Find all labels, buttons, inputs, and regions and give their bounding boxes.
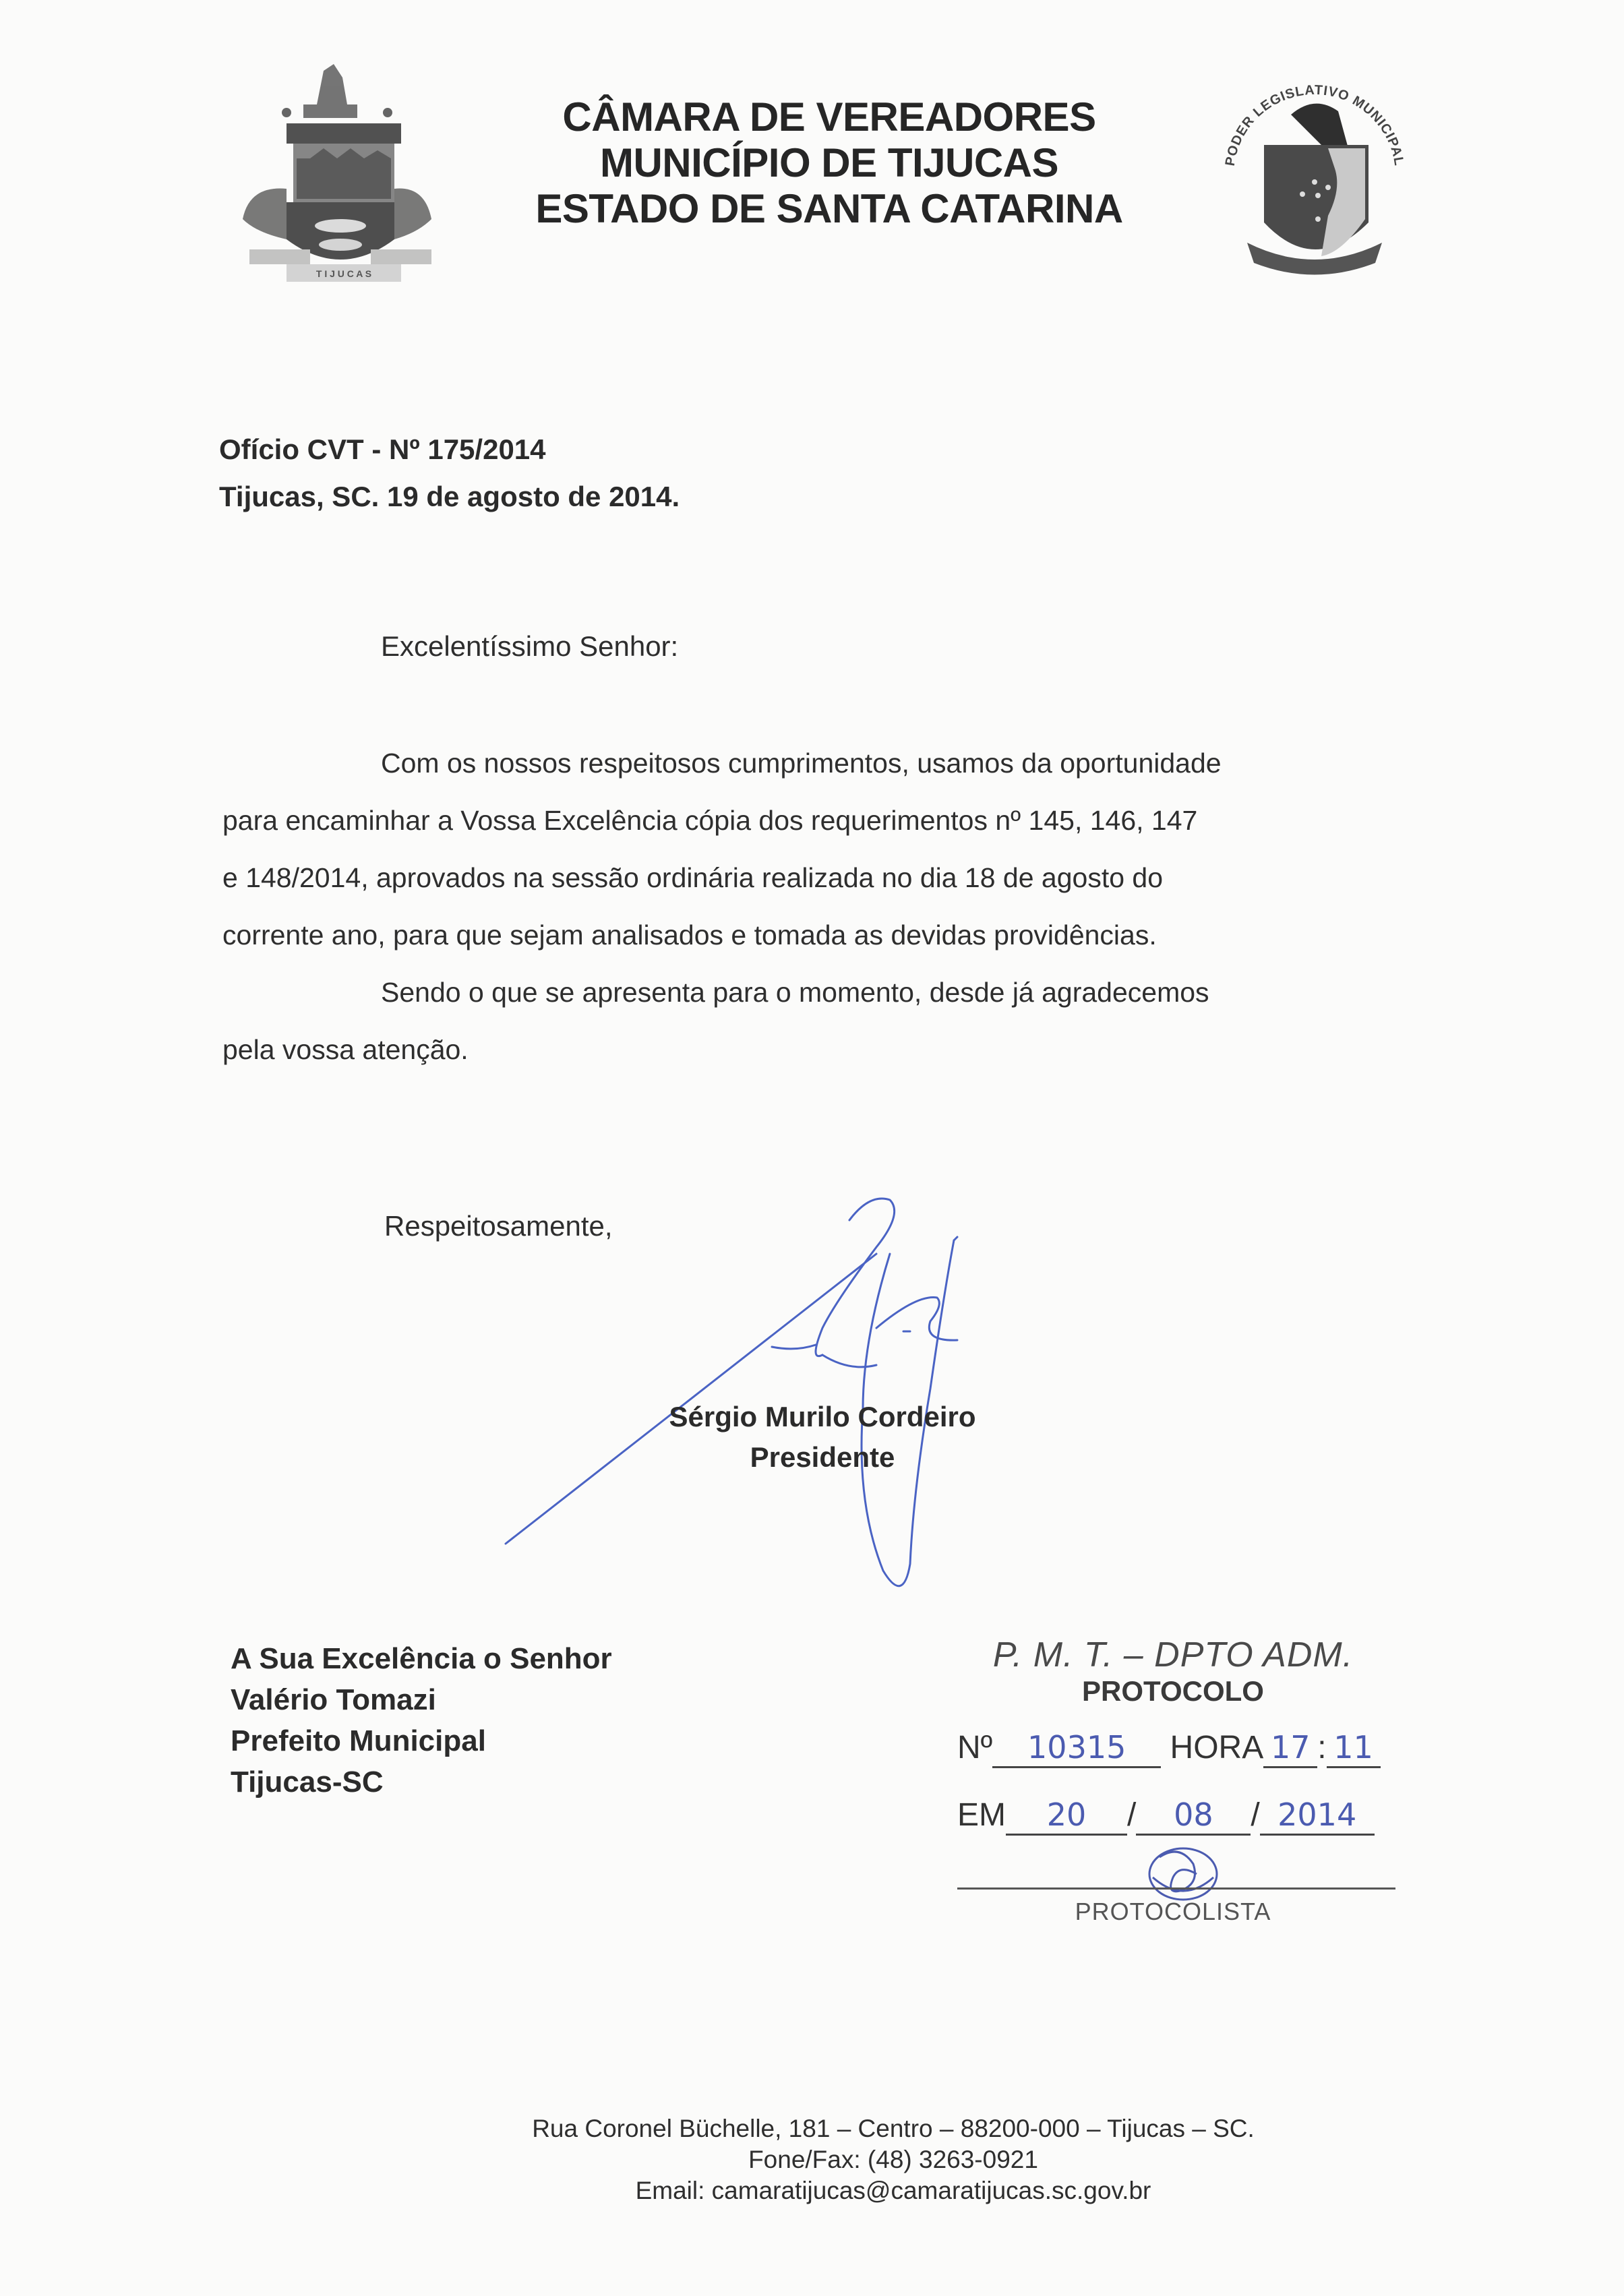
protocolista-label: PROTOCOLISTA	[1075, 1898, 1271, 1925]
stamp-date-label: EM	[957, 1797, 1006, 1833]
recipient-line: A Sua Excelência o Senhor	[231, 1642, 612, 1675]
handwritten-signature-icon	[472, 1186, 1079, 1604]
body-line: Com os nossos respeitosos cumprimentos, usamos da oportunidade	[381, 748, 1222, 779]
signer-title: Presidente	[750, 1441, 895, 1473]
municipal-coat-of-arms-icon	[222, 64, 452, 286]
stamp-title: PROTOCOLO	[1082, 1675, 1264, 1707]
header-line-municipality: MUNICÍPIO DE TIJUCAS	[599, 140, 1059, 185]
header-line-state: ESTADO DE SANTA CATARINA	[535, 186, 1123, 231]
institution-header	[472, 94, 1186, 232]
oficio-number: Ofício CVT - Nº 175/2014	[219, 433, 546, 465]
stamp-hour-label: HORA	[1170, 1730, 1264, 1765]
stamp-number-row: Nº 10315 HORA 17 : 11	[957, 1729, 1381, 1768]
letterhead-footer	[337, 2113, 1449, 2206]
stamp-number-label: Nº	[957, 1730, 993, 1765]
signer-block	[620, 1397, 1025, 1478]
recipient-title: Prefeito Municipal	[231, 1724, 486, 1757]
seal-text: PODER LEGISLATIVO MUNICIPAL	[1222, 82, 1407, 167]
body-line: pela vossa atenção.	[222, 1034, 469, 1065]
svg-text:T I J U C A S: T I J U C A S	[315, 268, 372, 279]
salutation: Excelentíssimo Senhor:	[381, 630, 679, 662]
place-and-date: Tijucas, SC. 19 de agosto de 2014.	[219, 481, 680, 512]
body-line: Sendo o que se apresenta para o momento, desde já agradecemos	[381, 977, 1209, 1008]
stamp-department: P. M. T. – DPTO ADM.	[992, 1635, 1354, 1674]
recipient-block	[231, 1638, 612, 1803]
closing: Respeitosamente,	[384, 1210, 613, 1242]
signer-name: Sérgio Murilo Cordeiro	[669, 1401, 976, 1432]
legislative-seal-icon	[1207, 61, 1422, 283]
protocolista-signature-line	[957, 1887, 1395, 1890]
body-paragraph-1	[222, 735, 1416, 964]
body-paragraph-2	[222, 964, 1416, 1079]
body-line: para encaminhar a Vossa Excelência cópia dos requerimentos nº 145, 146, 147	[222, 805, 1198, 836]
recipient-city: Tijucas-SC	[231, 1765, 384, 1799]
footer-email: Email: camaratijucas@camaratijucas.sc.gov.br	[635, 2177, 1151, 2204]
stamp-hour-value: 17	[1270, 1729, 1311, 1765]
document-reference	[219, 426, 680, 520]
recipient-name: Valério Tomazi	[231, 1683, 436, 1716]
stamp-number-value: 10315	[1027, 1729, 1126, 1765]
stamp-minute-value: 11	[1333, 1729, 1373, 1765]
protocol-stamp	[944, 1635, 1416, 1931]
footer-address: Rua Coronel Büchelle, 181 – Centro – 88200-000 – Tijucas – SC.	[532, 2115, 1255, 2142]
footer-phone: Fone/Fax: (48) 3263-0921	[748, 2146, 1038, 2173]
header-line-chamber: CÂMARA DE VEREADORES	[562, 94, 1096, 140]
body-line: corrente ano, para que sejam analisados e tomada as devidas providências.	[222, 919, 1157, 950]
stamp-date-month: 08	[1174, 1796, 1213, 1833]
stamp-date-year: 2014	[1277, 1796, 1357, 1833]
body-line: e 148/2014, aprovados na sessão ordinária realizada no dia 18 de agosto do	[222, 862, 1164, 893]
stamp-date-day: 20	[1046, 1796, 1087, 1833]
stamp-date-row: EM 20 / 08 / 2014	[957, 1796, 1375, 1836]
